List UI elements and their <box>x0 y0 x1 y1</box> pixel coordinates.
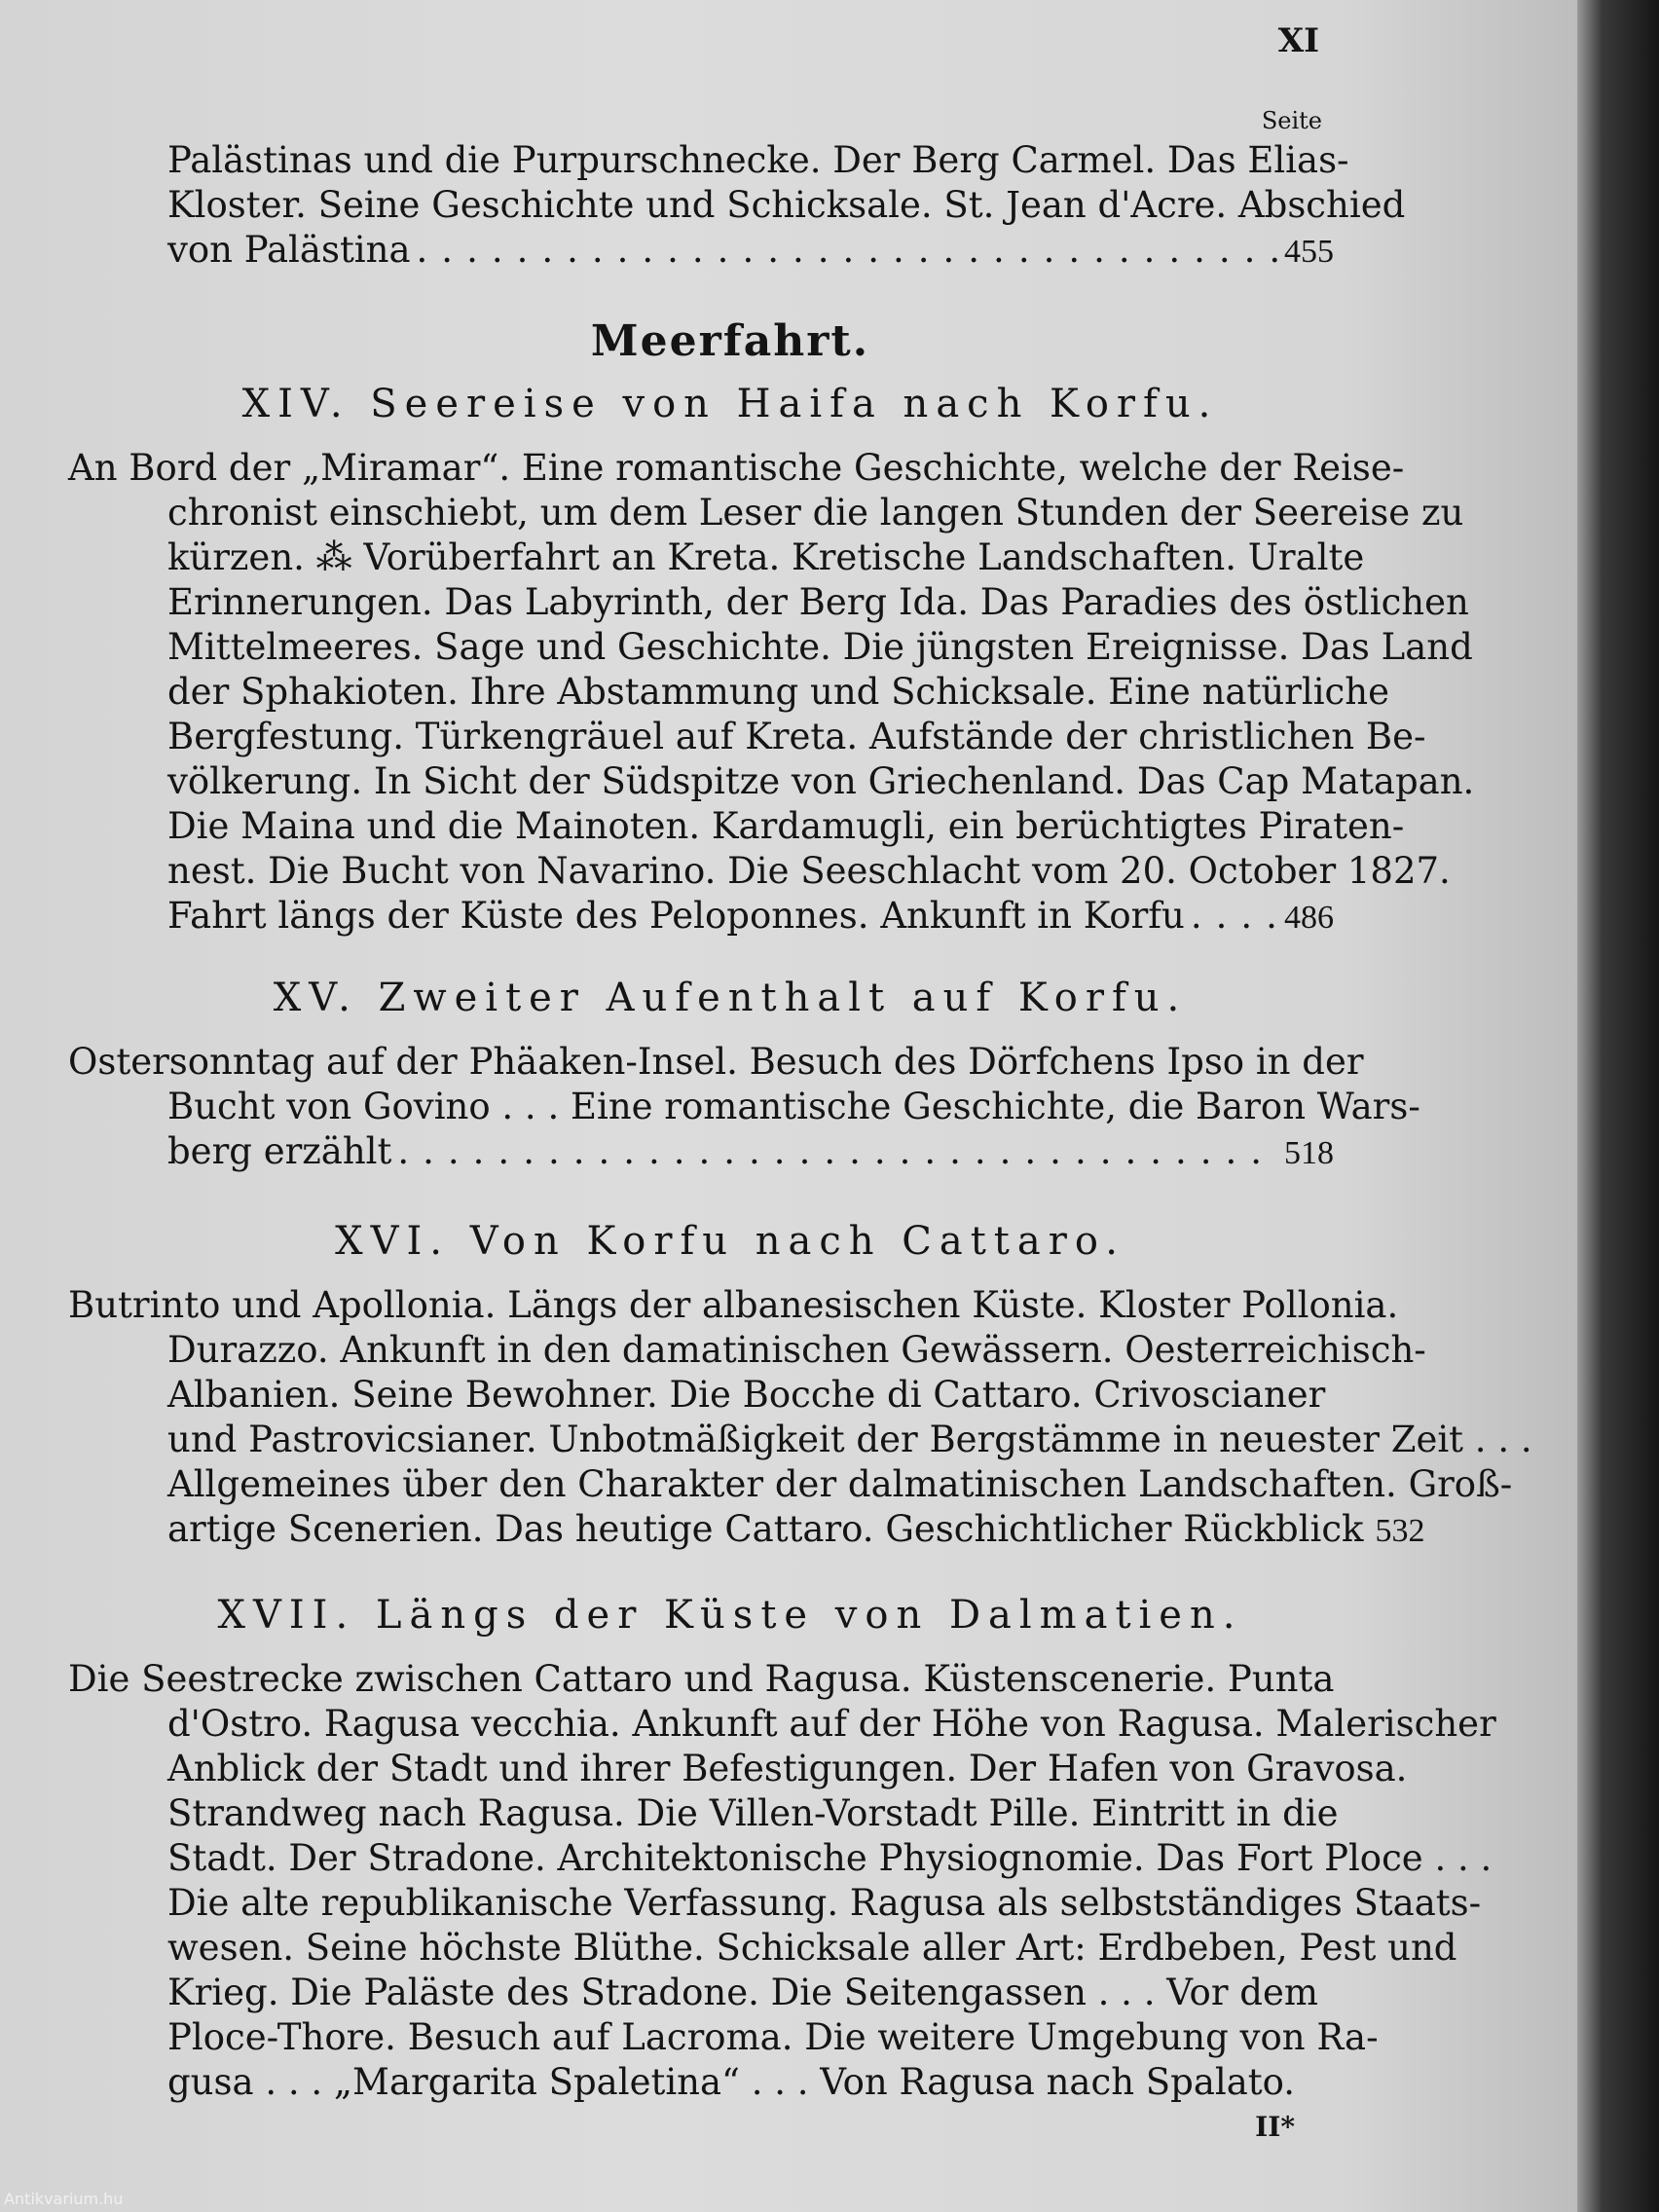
entry-line: Ostersonntag auf der Phäaken-Insel. Besuch des Dörfchens Ipso in der <box>68 1041 1364 1083</box>
page-ref: 455 <box>1284 234 1334 270</box>
watermark: Antikvarium.hu <box>4 2190 124 2208</box>
entry-line: Butrinto und Apollonia. Längs der albanesischen Küste. Kloster Pollonia. <box>68 1284 1399 1326</box>
toc-entry-xiv <box>68 446 1475 940</box>
entry-line: kürzen. ⁂ Vorüberfahrt an Kreta. Kretische Landschaften. Uralte <box>167 536 1365 578</box>
toc-entry-xvi <box>68 1283 1532 1554</box>
entry-line: Fahrt längs der Küste des Peloponnes. Ankunft in Korfu <box>167 895 1185 937</box>
entry-line: von Palästina <box>167 229 411 271</box>
entry-last-line <box>167 1129 1334 1176</box>
entry-last-line <box>167 228 1334 275</box>
dot-leader <box>417 228 1278 273</box>
entry-line: Mittelmeeres. Sage und Geschichte. Die jüngsten Ereignisse. Das Land <box>167 626 1473 668</box>
entry-line: Die Seestrecke zwischen Cattaro und Ragusa. Küstenscenerie. Punta <box>68 1658 1335 1700</box>
entry-last-line <box>167 1507 1425 1554</box>
entry-line: Erinnerungen. Das Labyrinth, der Berg Ida. Das Paradies des östlichen <box>167 581 1469 623</box>
entry-line: berg erzählt <box>167 1130 392 1172</box>
page-edge <box>1577 0 1659 2212</box>
entry-line: Allgemeines über den Charakter der dalmatinischen Landschaften. Groß- <box>167 1463 1513 1505</box>
entry-line: Strandweg nach Ragusa. Die Villen-Vorstadt Pille. Eintritt in die <box>167 1792 1339 1834</box>
entry-line: artige Scenerien. Das heutige Cattaro. Geschichtlicher Rückblick <box>167 1508 1364 1550</box>
toc-entry-continued <box>117 138 1406 275</box>
entry-line: Bergfestung. Türkengräuel auf Kreta. Aufstände der christlichen Be- <box>167 716 1426 757</box>
entry-line: wesen. Seine höchste Blüthe. Schicksale aller Art: Erdbeben, Pest und <box>167 1927 1457 1969</box>
entry-line: Stadt. Der Stradone. Architektonische Physiognomie. Das Fort Ploce . . . <box>167 1837 1493 1879</box>
toc-entry-xvii <box>68 1657 1496 2105</box>
entry-line: Palästinas und die Purpurschnecke. Der Berg Carmel. Das Elias- <box>167 139 1349 181</box>
chapter-title-xv: XV. Zweiter Aufenthalt auf Korfu. <box>273 976 1188 1020</box>
entry-line: und Pastrovicsianer. Unbotmäßigkeit der Bergstämme in neuester Zeit . . . <box>167 1419 1532 1460</box>
entry-line: Anblick der Stadt und ihrer Befestigungen. Der Hafen von Gravosa. <box>167 1748 1408 1789</box>
page-number: XI <box>1277 21 1319 60</box>
entry-line: nest. Die Bucht von Navarino. Die Seeschlacht vom 20. October 1827. <box>167 850 1451 892</box>
page-ref: 486 <box>1284 900 1334 936</box>
dot-leader <box>1191 894 1278 939</box>
entry-last-line <box>167 894 1334 940</box>
entry-line: Ploce-Thore. Besuch auf Lacroma. Die weitere Umgebung von Ra- <box>167 2016 1379 2058</box>
chapter-title-xiv: XIV. Seereise von Haifa nach Korfu. <box>241 382 1219 426</box>
entry-line: Die Maina und die Mainoten. Kardamugli, ein berüchtigtes Piraten- <box>167 805 1405 847</box>
entry-line: Krieg. Die Paläste des Stradone. Die Seitengassen . . . Vor dem <box>167 1972 1318 2013</box>
entry-line: der Sphakioten. Ihre Abstammung und Schicksale. Eine natürliche <box>167 671 1389 713</box>
entry-line: völkerung. In Sicht der Südspitze von Griechenland. Das Cap Matapan. <box>167 760 1475 802</box>
signature-mark: II* <box>1255 2111 1295 2143</box>
part-heading: Meerfahrt. <box>590 316 870 366</box>
entry-line: An Bord der „Miramar“. Eine romantische Geschichte, welche der Reise- <box>68 447 1405 489</box>
entry-line: gusa . . . „Margarita Spaletina“ . . . Von Ragusa nach Spalato. <box>167 2061 1296 2103</box>
toc-entry-xv <box>68 1040 1420 1176</box>
dot-leader <box>397 1129 1278 1174</box>
entry-line: chronist einschiebt, um dem Leser die langen Stunden der Seereise zu <box>167 492 1464 534</box>
entry-line: Kloster. Seine Geschichte und Schicksale. St. Jean d'Acre. Abschied <box>167 184 1406 226</box>
entry-line: d'Ostro. Ragusa vecchia. Ankunft auf der Höhe von Ragusa. Malerischer <box>167 1703 1496 1745</box>
page-column-label: Seite <box>1261 107 1322 134</box>
chapter-title-xvi: XVI. Von Korfu nach Cattaro. <box>335 1219 1125 1264</box>
entry-line: Albanien. Seine Bewohner. Die Bocche di Cattaro. Crivoscianer <box>167 1374 1326 1416</box>
entry-line: Die alte republikanische Verfassung. Ragusa als selbstständiges Staats- <box>167 1882 1482 1924</box>
page-ref: 518 <box>1284 1135 1334 1171</box>
chapter-title-xvii: XVII. Längs der Küste von Dalmatien. <box>217 1593 1243 1638</box>
page-ref: 532 <box>1375 1513 1425 1549</box>
entry-line: Durazzo. Ankunft in den damatinischen Gewässern. Oesterreichisch- <box>167 1329 1426 1371</box>
entry-line: Bucht von Govino . . . Eine romantische Geschichte, die Baron Wars- <box>167 1086 1420 1127</box>
